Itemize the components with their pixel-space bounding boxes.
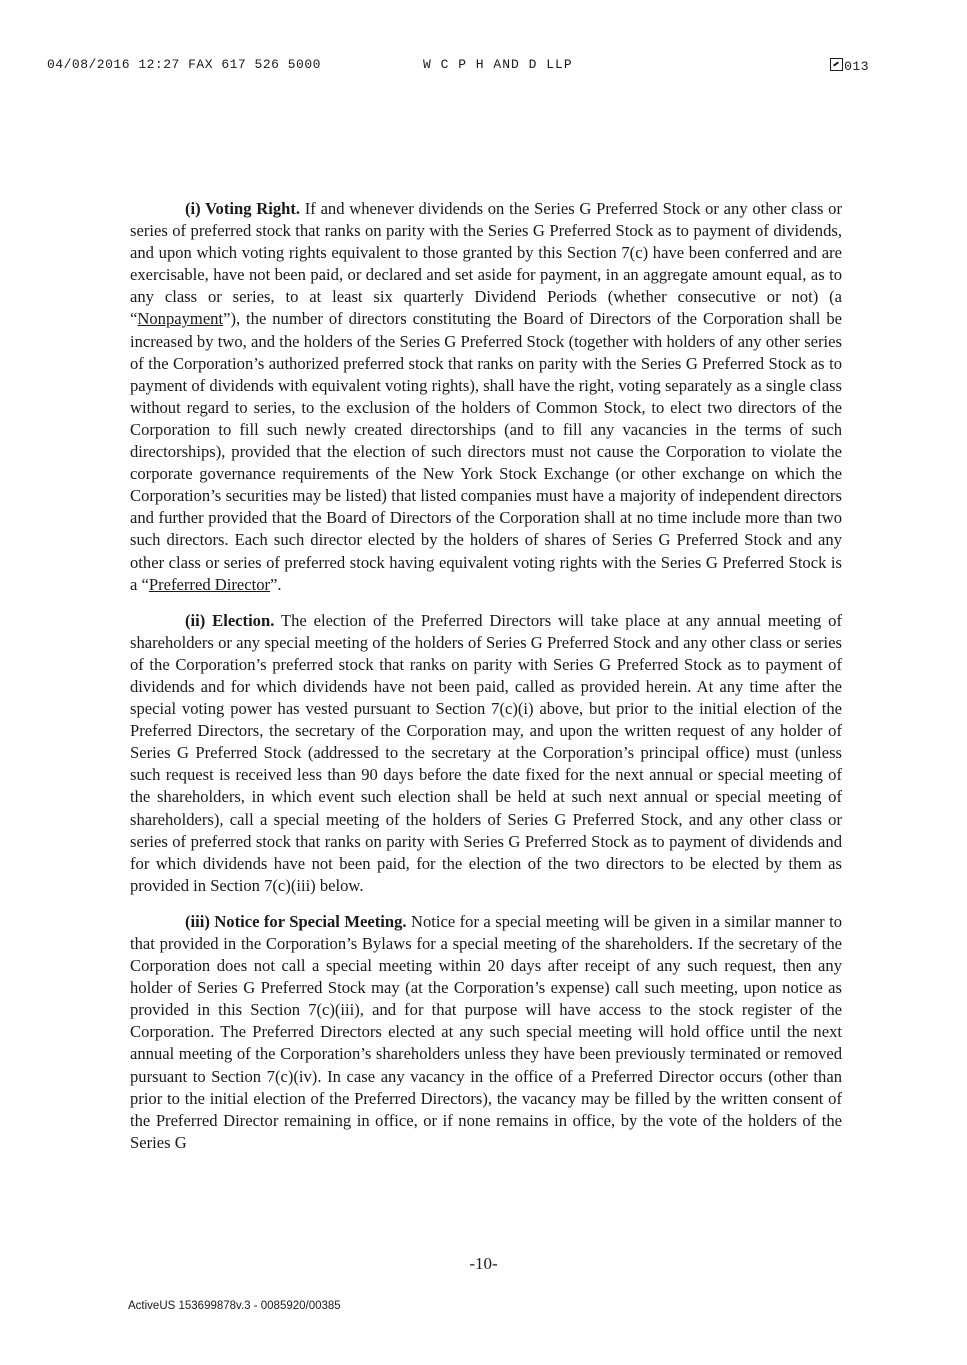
fax-page-indicator — [830, 57, 869, 74]
section-text: ”), the number of directors constituting the Board of Directors of the Corporation shall be increased by two, and the holders of the Series G Preferred Stock (together with holders of any other series of the Corporation’s authorized preferred stock that ranks on parity with the Series G Preferred Stock as to payment of dividends with equivalent voting rights), shall have the right, voting separately as a single class without regard to series, to the exclusion of the holders of Common Stock, to elect two directors of the Corporation to fill such newly created directorships (and to fill any vacancies in the terms of such directorships), provided that the election of such directors must not cause the Corporation to violate the corporate governance requirements of the New York Stock Exchange (or other exchange on which the Corporation’s securities may be listed) that listed companies must have a majority of independent directors and further provided that the Board of Directors of the Corporation shall at no time include more than two such directors. Each such director elected by the holders of shares of Series G Preferred Stock and any other class or series of preferred stock having equivalent voting rights with the Series G Preferred Stock is a “ — [130, 309, 842, 594]
defined-term: Nonpayment — [137, 309, 224, 329]
section-election — [130, 610, 842, 897]
document-body — [130, 198, 842, 1168]
section-notice-special-meeting — [130, 911, 842, 1154]
section-voting-right — [130, 198, 842, 596]
section-text: The election of the Preferred Directors will take place at any annual meeting of shareholders or any special meeting of the holders of Series G Preferred Stock and any other class or series of the Corporation’s preferred stock that ranks on parity with Series G Preferred Stock as to payment of dividends and for which dividends have not been paid, called as provided herein. At any time after the special voting power has vested pursuant to Section 7(c)(i) above, but prior to the initial election of the Preferred Directors, the secretary of the Corporation may, and upon the written request of any holder of Series G Preferred Stock (addressed to the secretary at the Corporation’s principal office) must (unless such request is received less than 90 days before the date fixed for the next annual or special meeting of the shareholders, in which event such election shall be held at such next annual or special meeting of shareholders), call a special meeting of the holders of Series G Preferred Stock, and any other class or series of preferred stock that ranks on parity with Series G Preferred Stock as to payment of dividends and for which dividends have not been paid, for the election of the two directors to be elected by them as provided in Section 7(c)(iii) below. — [130, 610, 842, 895]
section-text: ”. — [270, 574, 282, 594]
fax-sender: W C P H AND D LLP — [423, 57, 573, 72]
fax-page-number: 013 — [844, 59, 869, 74]
section-heading: (iii) Notice for Special Meeting. — [185, 911, 407, 931]
section-text: If and whenever dividends on the Series G Preferred Stock or any other class or series of preferred stock that ranks on parity with the Series G Preferred Stock as to payment of dividends, and upon which voting rights equivalent to those granted by this Section 7(c) have been conferred and are exercisable, have not been paid, or declared and set aside for payment, in an aggregate amount equal, as to any class or series, to at least six quarterly Dividend Periods (whether consecutive or not) (a “ — [130, 199, 842, 329]
document-id: ActiveUS 153699878v.3 - 0085920/00385 — [128, 1300, 341, 1312]
fax-checkbox-icon — [830, 58, 843, 71]
section-heading: (ii) Election. — [185, 610, 275, 630]
section-heading: (i) Voting Right. — [185, 199, 301, 218]
fax-datetime-number: 04/08/2016 12:27 FAX 617 526 5000 — [47, 57, 321, 72]
fax-header — [47, 57, 869, 77]
page-number: -10- — [469, 1254, 498, 1273]
section-text: Notice for a special meeting will be given in a similar manner to that provided in the Corporation’s Bylaws for a special meeting of the shareholders. If the secretary of the Corporation does not call a special meeting within 20 days after receipt of any such request, then any holder of Series G Preferred Stock may (at the Corporation’s expense) call such meeting, upon notice as provided in this Section 7(c)(iii), and for that purpose will have access to the stock register of the Corporation. The Preferred Directors elected at any such special meeting will hold office until the next annual meeting of the Corporation’s shareholders unless they have been previously terminated or removed pursuant to Section 7(c)(iv). In case any vacancy in the office of a Preferred Director occurs (other than prior to the initial election of the Preferred Directors), the vacancy may be filled by the written consent of the Preferred Director remaining in office, or if none remains in office, by the vote of the holders of the Series G — [130, 911, 843, 1152]
defined-term: Preferred Director — [148, 574, 271, 594]
